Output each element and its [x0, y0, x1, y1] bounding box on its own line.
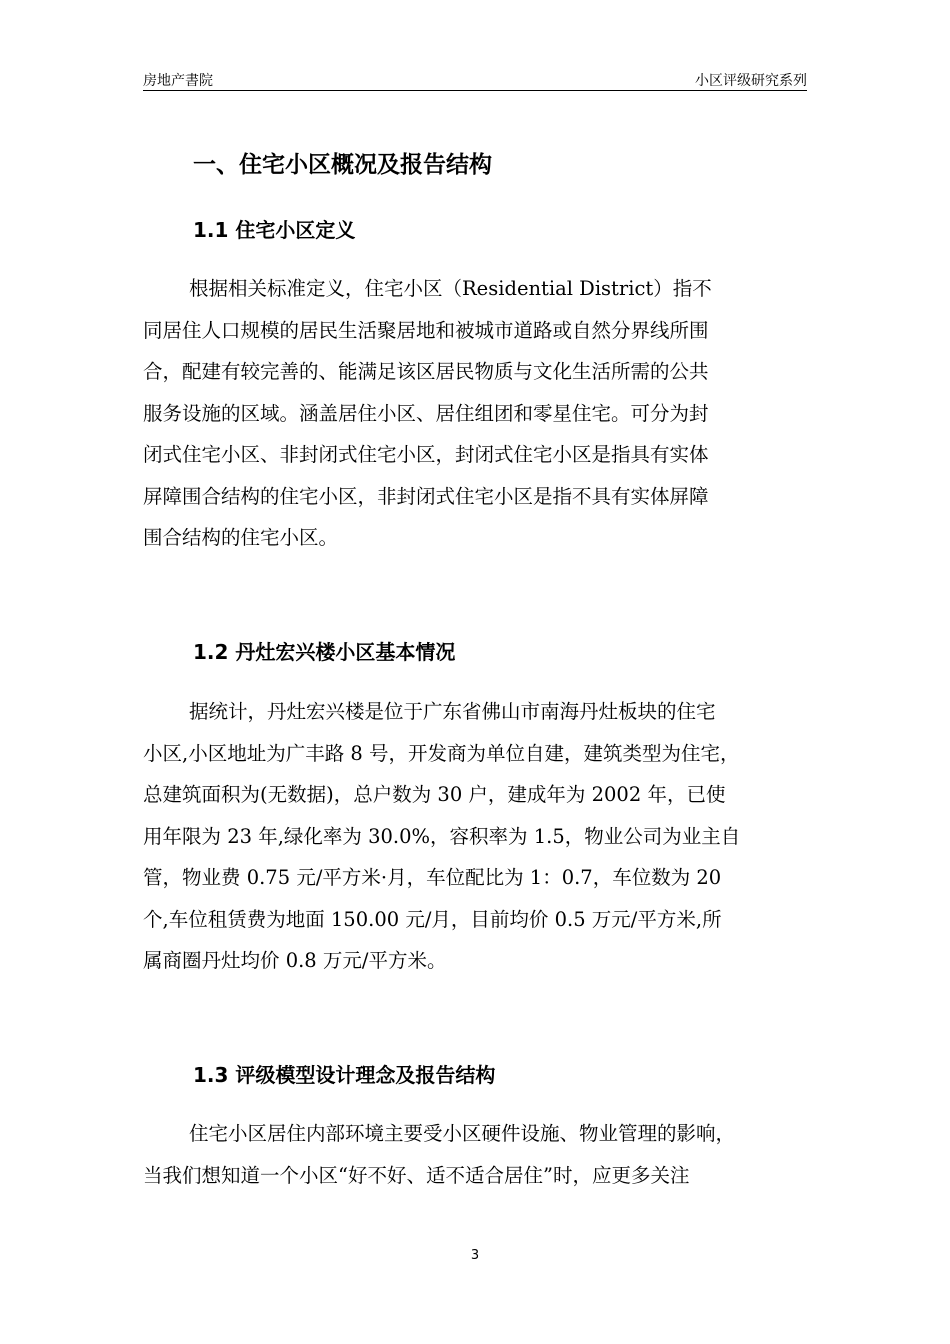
header-publisher: 房地产書院	[143, 73, 213, 89]
paragraph-basic-info	[143, 691, 811, 982]
paragraph-line: 服务设施的区域。涵盖居住小区、居住组团和零星住宅。可分为封	[143, 401, 709, 425]
subsection-title-1-3: 1.3 评级模型设计理念及报告结构	[193, 1063, 496, 1087]
paragraph-line: 住宅小区居住内部环境主要受小区硬件设施、物业管理的影响，	[189, 1122, 736, 1145]
paragraph-line: 小区,小区地址为广丰路 8 号，开发商为单位自建，建筑类型为住宅，	[143, 741, 740, 765]
page-header	[143, 68, 807, 91]
paragraph-line: 据统计，丹灶宏兴楼是位于广东省佛山市南海丹灶板块的住宅	[189, 700, 716, 723]
paragraph-line: 闭式住宅小区、非封闭式住宅小区，封闭式住宅小区是指具有实体	[143, 443, 709, 466]
paragraph-line: 屏障围合结构的住宅小区，非封闭式住宅小区是指不具有实体屏障	[143, 484, 709, 508]
paragraph-line: 当我们想知道一个小区“好不好、适不适合居住”时，应更多关注	[143, 1163, 690, 1187]
header-series-title: 小区评级研究系列	[695, 73, 807, 89]
paragraph-line: 合，配建有较完善的、能满足该区居民物质与文化生活所需的公共	[143, 360, 709, 383]
paragraph-line: 用年限为 23 年,绿化率为 30.0%，容积率为 1.5，物业公司为业主自	[143, 824, 741, 848]
paragraph-line: 个,车位租赁费为地面 150.00 元/月，目前均价 0.5 万元/平方米,所	[143, 907, 722, 931]
paragraph-definition	[143, 268, 811, 559]
paragraph-line: 围合结构的住宅小区。	[143, 526, 339, 549]
paragraph-line: 同居住人口规模的居民生活聚居地和被城市道路或自然分界线所围	[143, 318, 709, 342]
subsection-title-1-1: 1.1 住宅小区定义	[193, 218, 356, 242]
paragraph-model-design	[143, 1113, 811, 1196]
paragraph-line: 总建筑面积为(无数据)，总户数为 30 户，建成年为 2002 年，已使	[143, 783, 726, 806]
paragraph-line: 根据相关标准定义，住宅小区（Residential District）指不	[189, 277, 712, 300]
paragraph-line: 管，物业费 0.75 元/平方米·月，车位配比为 1：0.7，车位数为 20	[143, 866, 722, 889]
subsection-title-1-2: 1.2 丹灶宏兴楼小区基本情况	[193, 640, 456, 664]
section-title: 一、住宅小区概况及报告结构	[193, 152, 492, 178]
paragraph-line: 属商圈丹灶均价 0.8 万元/平方米。	[143, 949, 447, 972]
page-number: 3	[470, 1248, 480, 1263]
